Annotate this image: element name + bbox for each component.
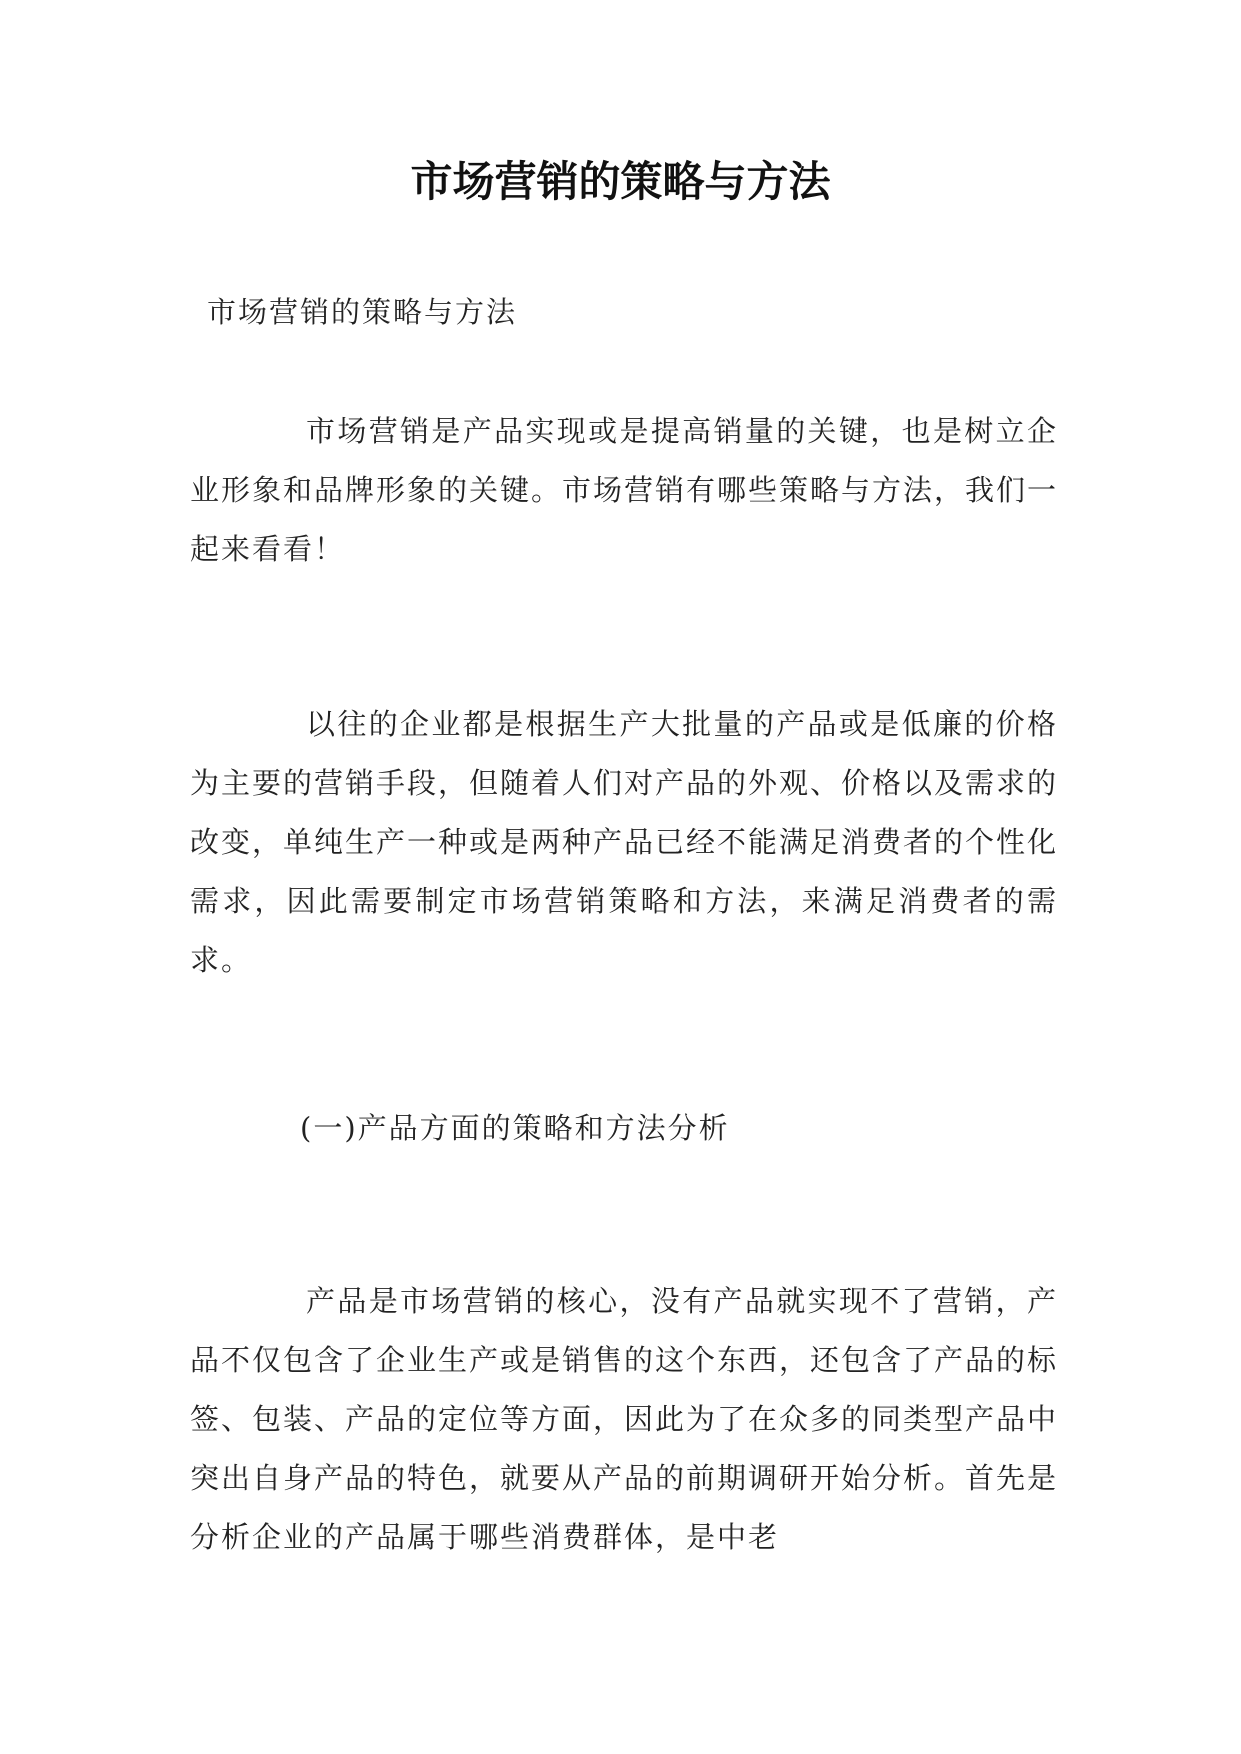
intro-paragraph: 市场营销是产品实现或是提高销量的关键，也是树立企业形象和品牌形象的关键。市场营销有哪些策略与方法，我们一起来看看！ <box>190 414 1059 566</box>
section-heading: (一)产品方面的策略和方法分析 <box>300 1111 730 1145</box>
document-subtitle: 市场营销的策略与方法 <box>207 295 518 329</box>
section-paragraph: 产品是市场营销的核心，没有产品就实现不了营销，产品不仅包含了企业生产或是销售的这个东西，还包含了产品的标签、包装、产品的定位等方面，因此为了在众多的同类型产品中突出自身产品的特色，就要从产品的前期调研开始分析。首先是分析企业的产品属于哪些消费群体，是中老 <box>190 1284 1059 1554</box>
background-paragraph: 以往的企业都是根据生产大批量的产品或是低廉的价格为主要的营销手段，但随着人们对产品的外观、价格以及需求的改变，单纯生产一种或是两种产品已经不能满足消费者的个性化需求，因此需要制定市场营销策略和方法，来满足消费者的需求。 <box>190 707 1059 977</box>
document-title: 市场营销的策略与方法 <box>410 157 831 206</box>
